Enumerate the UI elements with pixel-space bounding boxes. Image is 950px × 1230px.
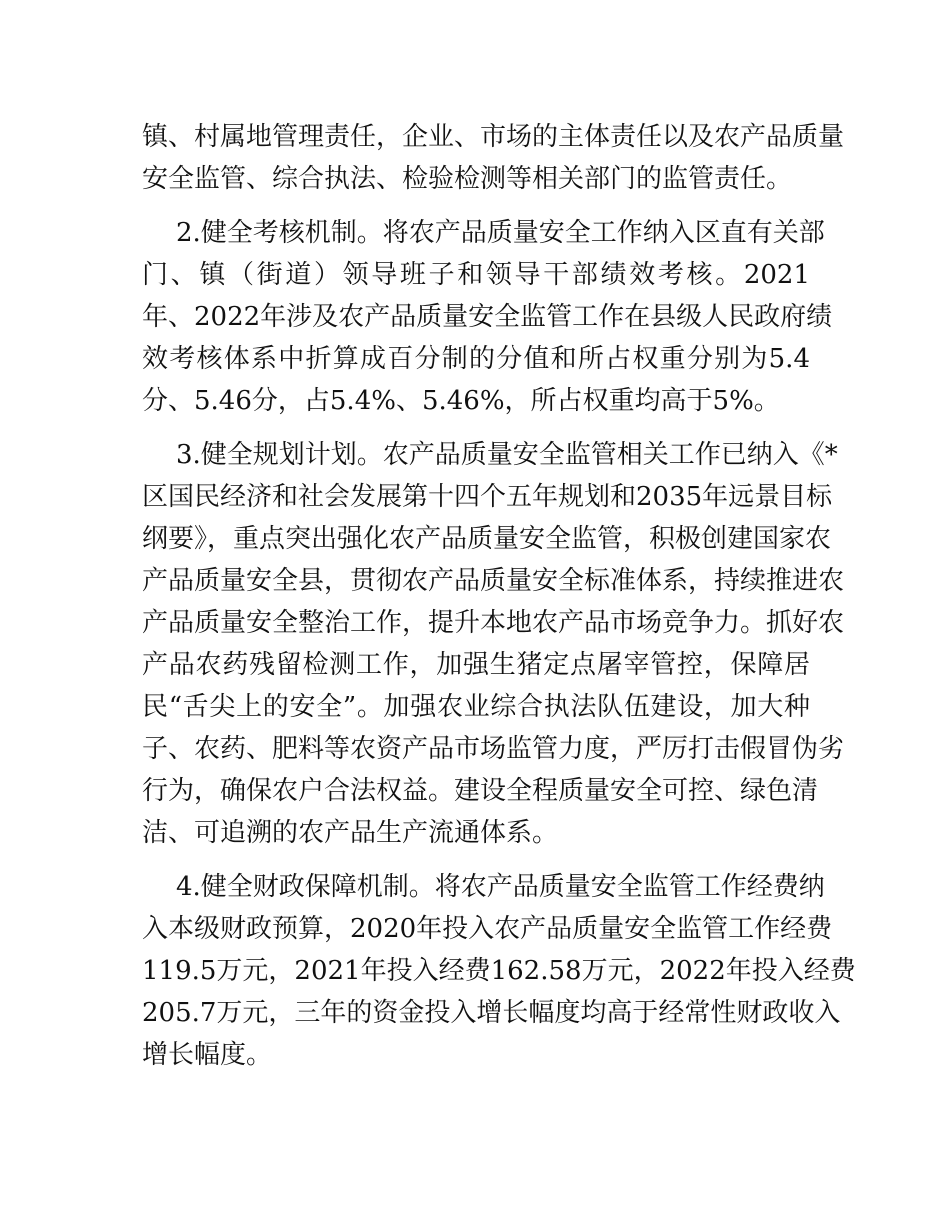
text-line: 子、农药、肥料等农资产品市场监管力度，严厉打击假冒伪劣 <box>142 734 845 764</box>
text-line: 区国民经济和社会发展第十四个五年规划和2035年远景目标 <box>142 482 833 512</box>
text-line: 门、镇（街道）领导班子和领导干部绩效考核。2021 <box>142 260 810 290</box>
text-line: 年、2022年涉及农产品质量安全监管工作在县级人民政府绩 <box>142 302 833 332</box>
text-line: 增长幅度。 <box>142 1040 273 1070</box>
text-line: 分、5.46分，占5.4%、5.46%，所占权重均高于5%。 <box>142 386 780 416</box>
text-line: 效考核体系中折算成百分制的分值和所占权重分别为5.4 <box>142 344 810 374</box>
document-body <box>142 116 856 1088</box>
text-line: 民“舌尖上的安全”。加强农业综合执法队伍建设，加大种 <box>142 692 810 722</box>
text-line: 产品质量安全整治工作，提升本地农产品市场竞争力。抓好农 <box>142 608 845 638</box>
text-line: 3.健全规划计划。农产品质量安全监管相关工作已纳入《* <box>176 440 838 470</box>
text-line: 产品质量安全县，贯彻农产品质量安全标准体系，持续推进农 <box>142 566 845 596</box>
text-line: 行为，确保农户合法权益。建设全程质量安全可控、绿色清 <box>142 776 819 806</box>
text-line: 安全监管、综合执法、检验检测等相关部门的监管责任。 <box>142 164 793 194</box>
text-line: 镇、村属地管理责任，企业、市场的主体责任以及农产品质量 <box>142 122 845 152</box>
text-line: 119.5万元，2021年投入经费162.58万元，2022年投入经费 <box>142 956 856 986</box>
text-line: 2.健全考核机制。将农产品质量安全工作纳入区直有关部 <box>176 218 825 248</box>
text-line: 产品农药残留检测工作，加强生猪定点屠宰管控，保障居 <box>142 650 810 680</box>
paragraph-responsibility-continuation <box>142 116 845 200</box>
text-line: 洁、可追溯的农产品生产流通体系。 <box>142 818 559 848</box>
text-line: 纲要》，重点突出强化农产品质量安全监管，积极创建国家农 <box>142 524 832 554</box>
text-line: 入本级财政预算，2020年投入农产品质量安全监管工作经费 <box>142 914 833 944</box>
text-line: 4.健全财政保障机制。将农产品质量安全监管工作经费纳 <box>176 872 825 902</box>
paragraph-financial-guarantee <box>142 866 856 1076</box>
paragraph-planning <box>142 434 845 854</box>
paragraph-assessment-mechanism <box>142 212 833 422</box>
text-line: 205.7万元，三年的资金投入增长幅度均高于经常性财政收入 <box>142 998 841 1028</box>
